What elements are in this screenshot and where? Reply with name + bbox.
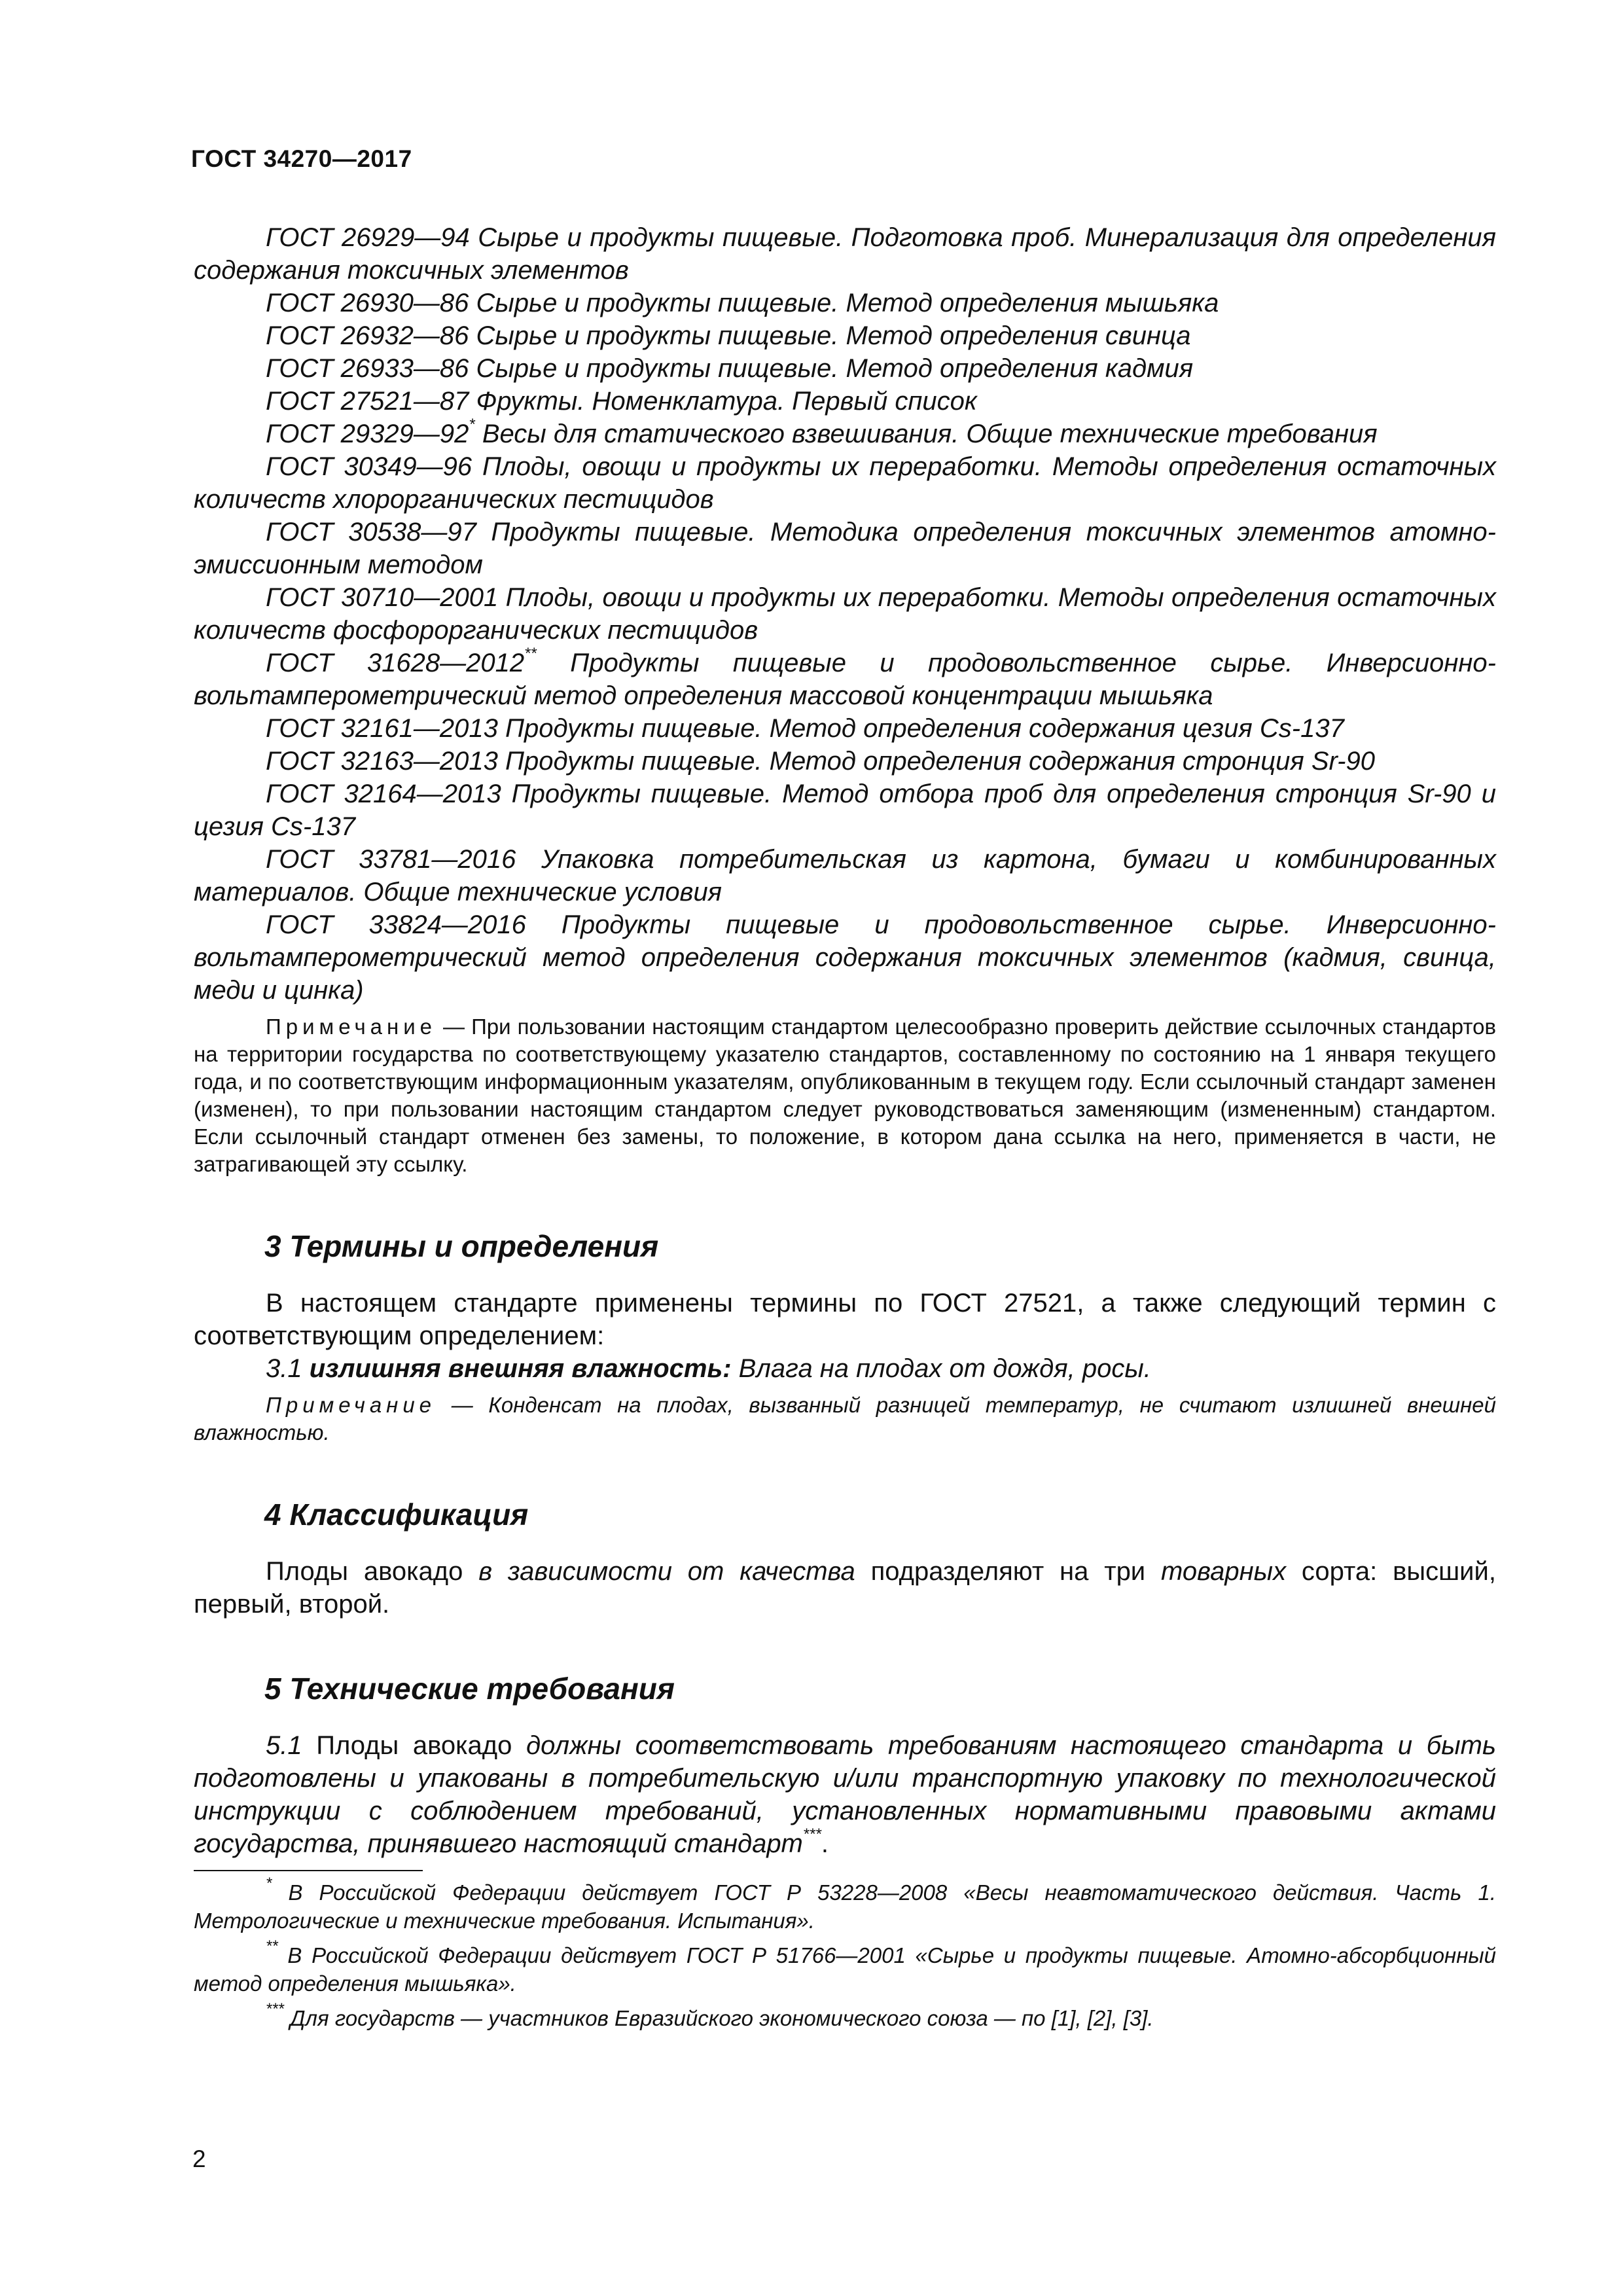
reference-item: ГОСТ 33824—2016 Продукты пищевые и продовольственное сырье. Инверсионно-вольтамперометрический метод определения содержания токсичных элементов (кадмия, свинца, меди и цинка) bbox=[194, 910, 1496, 1005]
reference-item: ГОСТ 30349—96 Плоды, овощи и продукты их переработки. Методы определения остаточных количеств хлорорганических пестицидов bbox=[194, 452, 1497, 514]
footnote-mark: *** bbox=[802, 1825, 821, 1843]
footnote: * В Российской Федерации действует ГОСТ Р 53228—2008 «Весы неавтоматического действия. Часть 1. Метрологические и технические требования. Испытания». bbox=[194, 1874, 1496, 1933]
term-text: Влага на плодах от дождя, росы. bbox=[731, 1354, 1151, 1383]
note-text: — Конденсат на плодах, вызванный разницей температур, не считают излишней внешней влажностью. bbox=[194, 1393, 1496, 1444]
reference-item: ГОСТ 33781—2016 Упаковка потребительская из картона, бумаги и комбинированных материалов. Общие технические условия bbox=[194, 845, 1496, 906]
document-body bbox=[194, 221, 1496, 1860]
section-3-heading: 3 Термины и определения bbox=[264, 1229, 659, 1263]
footnote-mark: * bbox=[469, 415, 475, 433]
footnote-mark: * bbox=[266, 1874, 272, 1892]
reference-item: ГОСТ 32161—2013 Продукты пищевые. Метод определения содержания цезия Cs-137 bbox=[266, 714, 1344, 743]
term-name: излишняя внешняя влажность: bbox=[309, 1354, 732, 1383]
reference-item: ГОСТ 26929—94 Сырье и продукты пищевые. Подготовка проб. Минерализация для определения содержания токсичных элементов bbox=[194, 223, 1496, 285]
reference-item: ГОСТ 30710—2001 Плоды, овощи и продукты их переработки. Методы определения остаточных количеств фосфорорганических пестицидов bbox=[194, 583, 1496, 645]
term-definition bbox=[194, 1352, 1496, 1385]
footnote: ** В Российской Федерации действует ГОСТ Р 51766—2001 «Сырье и продукты пищевые. Атомно-абсорбционный метод определения мышьяка». bbox=[194, 1937, 1496, 1996]
clause-number: 5.1 bbox=[266, 1731, 302, 1760]
term-note bbox=[194, 1391, 1496, 1446]
note-text: — При пользовании настоящим стандартом целесообразно проверить действие ссылочных стандартов на территории государства по соответствующему указателю стандартов, составленному по состоянию на 1 января текущего года, и по соответствующим информационным указателям, опубликованным в текущем году. Если ссылочный стандарт заменен (изменен), то при пользовании настоящим стандартом следует руководствоваться заменяющим (измененным) стандартом. Если ссылочный стандарт отменен без замены, то положение, в котором дана ссылка на него, применяется в части, не затрагивающей эту ссылку. bbox=[194, 1014, 1496, 1176]
note-label: Примечание bbox=[266, 1014, 437, 1039]
standard-designation: ГОСТ 34270—2017 bbox=[191, 145, 412, 172]
reference-item: ГОСТ 32164—2013 Продукты пищевые. Метод отбора проб для определения стронция Sr-90 и цезия Cs-137 bbox=[194, 780, 1496, 841]
reference-item: ГОСТ 26930—86 Сырье и продукты пищевые. Метод определения мышьяка bbox=[266, 289, 1219, 317]
footnote-mark: *** bbox=[266, 2000, 285, 2018]
note-label: Примечание bbox=[266, 1393, 437, 1417]
reference-item: ГОСТ 29329—92* Весы для статического взвешивания. Общие технические требования bbox=[266, 415, 1378, 448]
section-4-text: Плоды авокадо в зависимости от качества подразделяют на три товарных сорта: высший, первый, второй. bbox=[194, 1557, 1496, 1619]
footnote: *** Для государств — участников Евразийского экономического союза — по [1], [2], [3]. bbox=[266, 2000, 1154, 2030]
reference-item: ГОСТ 27521—87 Фрукты. Номенклатура. Первый список bbox=[266, 387, 977, 416]
footnote-separator bbox=[194, 1870, 423, 1871]
footnotes bbox=[194, 1874, 1496, 2039]
references-note bbox=[194, 1013, 1496, 1178]
reference-item: ГОСТ 26932—86 Сырье и продукты пищевые. Метод определения свинца bbox=[266, 321, 1191, 350]
section-3-intro: В настоящем стандарте применены термины по ГОСТ 27521, а также следующий термин с соответствующим определением: bbox=[194, 1289, 1496, 1350]
reference-item: ГОСТ 26933—86 Сырье и продукты пищевые. Метод определения кадмия bbox=[266, 354, 1194, 383]
normative-references-list bbox=[194, 221, 1496, 1007]
section-5-heading: 5 Технические требования bbox=[264, 1672, 675, 1706]
reference-item: ГОСТ 31628—2012** Продукты пищевые и продовольственное сырье. Инверсионно-вольтамперометрический метод определения массовой концентрации мышьяка bbox=[194, 644, 1496, 710]
section-4-heading: 4 Классификация bbox=[264, 1498, 529, 1532]
term-number: 3.1 bbox=[266, 1354, 310, 1383]
footnote-mark: ** bbox=[266, 1937, 278, 1955]
page-number: 2 bbox=[192, 2145, 206, 2172]
reference-item: ГОСТ 32163—2013 Продукты пищевые. Метод определения содержания стронция Sr-90 bbox=[266, 747, 1375, 776]
reference-item: ГОСТ 30538—97 Продукты пищевые. Методика определения токсичных элементов атомно-эмиссионным методом bbox=[194, 518, 1496, 579]
section-5-1-text: 5.1 Плоды авокадо должны соответствовать требованиям настоящего стандарта и быть подготовлены и упакованы в потребительскую и/или транспортную упаковку по технологической инструкции с соблюдением требований, установленных нормативными правовыми актами государства, принявшего настоящий стандарт***. bbox=[194, 1731, 1497, 1858]
footnote-mark: ** bbox=[524, 644, 537, 662]
